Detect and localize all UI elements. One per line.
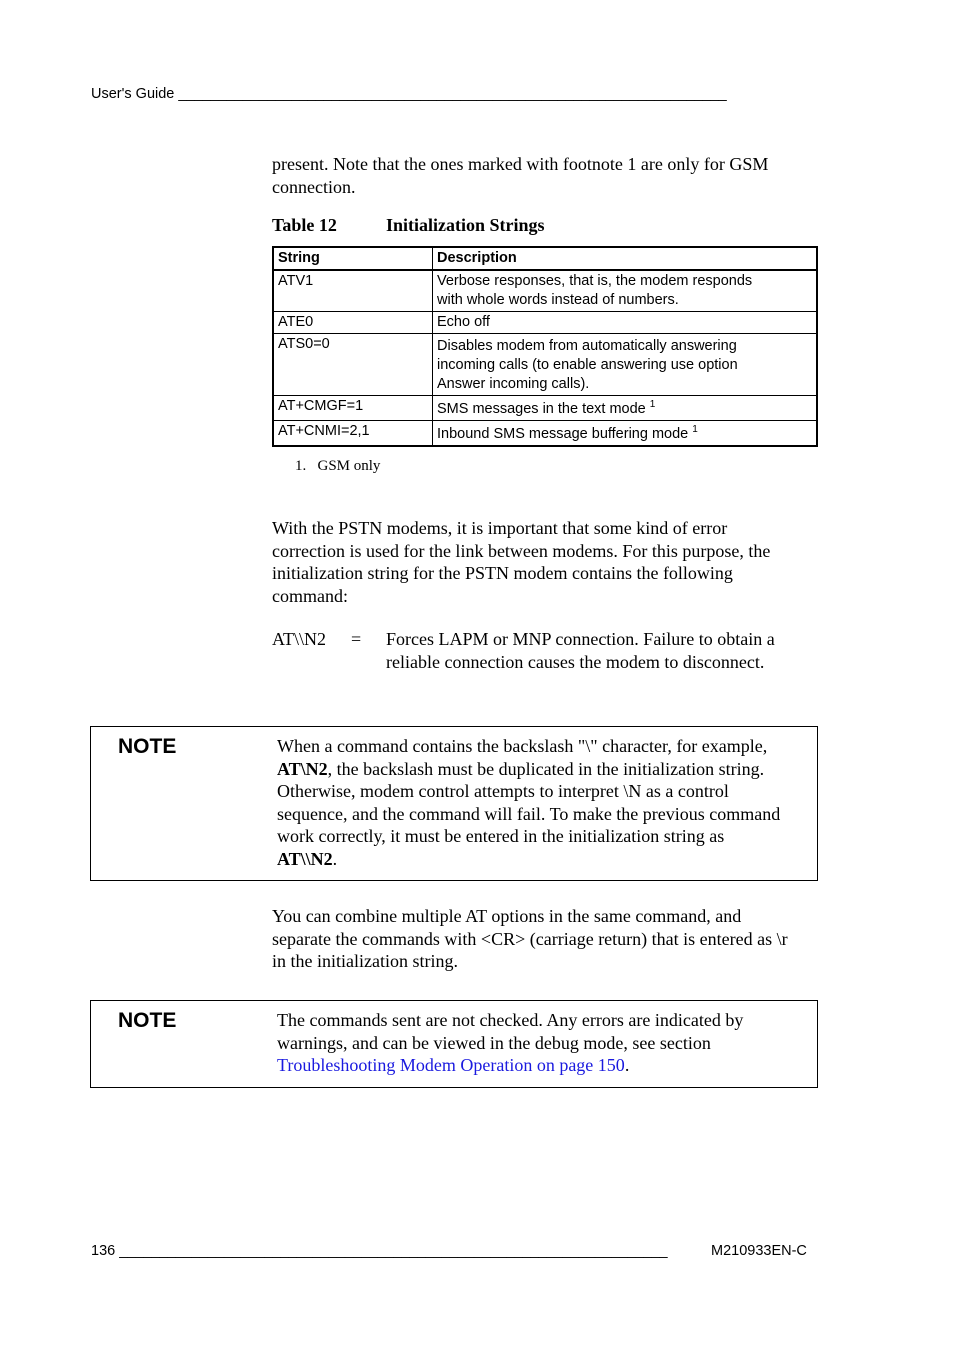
cell-string: ATE0: [273, 312, 433, 334]
initialization-strings-table: [272, 246, 818, 447]
table-caption-title: Initialization Strings: [386, 215, 545, 235]
note-line-rest: .: [624, 1055, 630, 1075]
note-line: [277, 848, 813, 871]
bold-command: AT\N2: [277, 758, 328, 779]
note-label: NOTE: [118, 735, 177, 758]
note-box: [90, 1000, 818, 1088]
table-row: [273, 270, 817, 312]
cell-description: [433, 334, 818, 396]
desc-line: with whole words instead of numbers.: [437, 292, 679, 308]
note-line: warnings, and can be viewed in the debug mode, see section: [277, 1032, 711, 1053]
table-header-row: [273, 247, 817, 270]
desc-line: Disables modem from automatically answering: [437, 338, 737, 354]
note-box: [90, 726, 818, 881]
intro-paragraph: [272, 153, 768, 198]
cell-string: AT+CNMI=2,1: [273, 421, 433, 447]
note-line: The commands sent are not checked. Any errors are indicated by: [277, 1010, 744, 1030]
page-header: User's Guide ____________________________________________________________________: [91, 86, 727, 102]
note-line: [277, 758, 813, 781]
desc-line: incoming calls (to enable answering use option: [437, 357, 738, 373]
note-line-rest: , the backslash must be duplicated in the initialization string.: [327, 758, 765, 779]
document-id: M210933EN-C: [711, 1243, 807, 1259]
command-equals: =: [351, 629, 362, 649]
definition-line: Forces LAPM or MNP connection. Failure to obtain a: [386, 629, 775, 649]
intro-line: present. Note that the ones marked with footnote 1 are only for GSM: [272, 154, 769, 174]
note-line-rest: .: [332, 848, 338, 869]
note-line: sequence, and the command will fail. To make the previous command: [277, 803, 781, 824]
cell-description: [433, 312, 818, 334]
paragraph-line: in the initialization string.: [272, 951, 458, 971]
bold-command: AT\\N2: [277, 848, 333, 869]
note-label: NOTE: [118, 1009, 177, 1032]
note-line: [277, 1054, 813, 1077]
cell-string: ATV1: [273, 270, 433, 312]
cell-description: [433, 270, 818, 312]
column-header-description: Description: [433, 247, 818, 270]
combine-paragraph: [272, 905, 832, 973]
table-caption-number: Table 12: [272, 215, 337, 235]
paragraph-line: With the PSTN modems, it is important that some kind of error: [272, 518, 728, 538]
desc-line: SMS messages in the text mode: [437, 401, 646, 417]
page-number: 136 ____________________________________________________________________: [91, 1243, 668, 1259]
note-line: work correctly, it must be entered in the initialization string as: [277, 826, 725, 846]
note-line: When a command contains the backslash "\" character, for example,: [277, 736, 768, 756]
desc-line: Echo off: [437, 314, 490, 330]
desc-line: Verbose responses, that is, the modem responds: [437, 273, 753, 289]
table-row: [273, 421, 817, 447]
paragraph-line: You can combine multiple AT options in the same command, and: [272, 906, 742, 926]
note-text: [277, 1009, 813, 1077]
note-line: Otherwise, modem control attempts to interpret \N as a control: [277, 781, 729, 801]
paragraph-line: initialization string for the PSTN modem contains the following: [272, 563, 733, 583]
command-definition: [386, 628, 826, 673]
column-header-string: String: [273, 247, 433, 270]
troubleshooting-link[interactable]: Troubleshooting Modem Operation on page 150: [277, 1055, 625, 1075]
cell-string: AT+CMGF=1: [273, 396, 433, 421]
footnote-ref: 1: [692, 424, 698, 435]
cell-description: [433, 396, 818, 421]
cell-string: ATS0=0: [273, 334, 433, 396]
note-text: [277, 735, 813, 870]
table-row: [273, 396, 817, 421]
command-term: AT\\N2: [272, 629, 326, 649]
paragraph-line: correction is used for the link between modems. For this purpose, the: [272, 540, 771, 561]
intro-line: connection.: [272, 176, 356, 197]
table-footnote: 1. GSM only: [295, 458, 381, 474]
cell-description: [433, 421, 818, 447]
paragraph-line: separate the commands with <CR> (carriage return) that is entered as \r: [272, 928, 788, 949]
footnote-ref: 1: [649, 399, 656, 410]
definition-line: reliable connection causes the modem to disconnect.: [386, 651, 765, 672]
paragraph-line: command:: [272, 585, 348, 606]
desc-line: Inbound SMS message buffering mode: [437, 426, 689, 442]
table-row: [273, 312, 817, 334]
desc-line: Answer incoming calls).: [437, 376, 590, 392]
pstn-paragraph: [272, 517, 817, 607]
table-row: [273, 334, 817, 396]
